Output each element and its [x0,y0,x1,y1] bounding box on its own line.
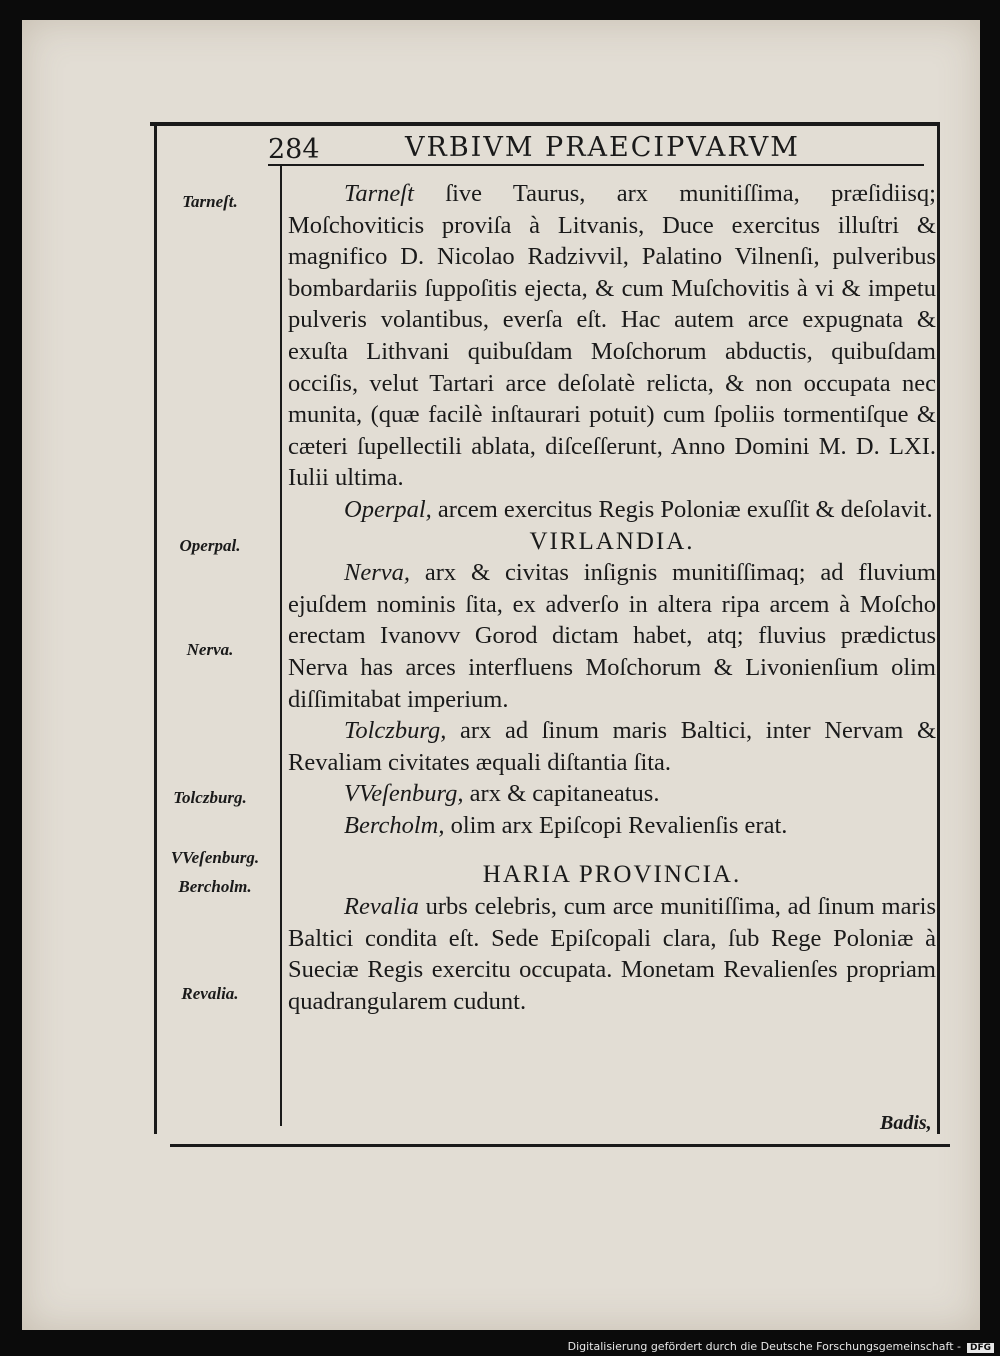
section-spacer [288,841,936,859]
paragraph-vvesenburg [288,778,936,810]
text-vvesenburg: arx & capitaneatus. [463,780,660,808]
paragraph-tarnest [288,178,936,494]
paragraph-revalia [288,891,936,1017]
frame-top-rule [150,122,940,126]
frame-bottom-rule [170,1144,950,1147]
running-head: VRBIVM PRAECIPVARVM [405,132,800,163]
margin-note-bercholm: Bercholm. [178,877,252,896]
frame-right-rule [937,122,940,1134]
lemma-revalia: Revalia [344,893,419,921]
footer-credit: Digitalisierung gefördert durch die Deutsche Forschungsgemeinschaft - [567,1340,961,1353]
body-text [288,178,936,1017]
frame-left-rule [154,122,157,1134]
text-column-rule [280,166,282,1126]
section-heading-virlandia: VIRLANDIA. [529,527,695,555]
text-bercholm: olim arx Epiſcopi Revalienſis erat. [444,811,788,839]
paragraph-tolczburg [288,715,936,778]
margin-note-nerva: Nerva. [186,640,234,659]
text-tarnest: ſive Taurus, arx munitiſſima, præſidiisq; Moſchoviticis proviſa à Litvanis, Duce exercitus illuſtri & magnifico D. Nicolao Radzivvil, Palatino Vilnenſi, pulveribus bombardariis ſuppoſitis ejecta, & cum Muſchovitis à vi & impetu pulveris volantibus, everſa eſt. Hac autem arce expugnata & exuſta Lithvani quibuſdam Moſchorum abductis, quibuſdam occiſis, velut Tartari arce deſolatè relicta, & non occupata nec munita, (quæ facilè inſtaurari potuit) cum ſpoliis tormentiſque & cæteri ſupellectili ablata, diſceſſerunt, Anno Domini M. D. LXI. Iulii ultima. [288,180,936,492]
digitization-footer [0,1340,1000,1356]
margin-note-tolczburg: Tolczburg. [173,788,247,807]
margin-note-vvesenburg: VVeſenburg. [170,848,260,867]
dfg-logo: DFG [967,1343,994,1353]
header-rule [268,164,924,166]
lemma-tarnest: Tarneſt [344,180,414,207]
lemma-operpal: Operpal, [344,495,432,523]
paragraph-bercholm [288,810,936,842]
lemma-bercholm: Bercholm, [344,811,445,839]
lemma-nerva: Nerva, [344,559,410,587]
section-heading-haria: HARIA PROVINCIA. [482,861,742,889]
margin-note-tarnest: Tarneſt. [182,192,238,211]
text-tolczburg: arx ad ſinum maris Baltici, inter Nervam & Revaliam civitates æquali diſtantia ſita. [288,717,936,776]
margin-note-operpal: Operpal. [179,536,241,555]
page-number: 284 [268,134,320,165]
lemma-tolczburg: Tolczburg, [344,717,447,745]
text-operpal: arcem exercitus Regis Poloniæ exuſſit & deſolavit. [431,495,933,523]
text-nerva: arx & civitas inſignis munitiſſimaq; ad fluvium ejuſdem nominis ſita, ex adverſo in altera ripa arcem à Moſcho erectam Ivanovv Gorod dictam habet, atq; fluvius prædictus Nerva has arces interfluens Moſchorum & Livonienſium olim diſſimitabat imperium. [288,559,936,713]
catchword: Badis, [880,1112,932,1134]
paragraph-operpal [288,494,936,526]
text-revalia: urbs celebris, cum arce munitiſſima, ad ſinum maris Baltici condita eſt. Sede Epiſcopali clara, ſub Rege Poloniæ à Sueciæ Regis exercitu occupata. Monetam Revalienſes propriam quadrangularem cudunt. [288,893,936,1015]
margin-note-revalia: Revalia. [181,984,239,1003]
lemma-vvesenburg: VVeſenburg, [344,780,464,808]
paragraph-nerva [288,557,936,715]
